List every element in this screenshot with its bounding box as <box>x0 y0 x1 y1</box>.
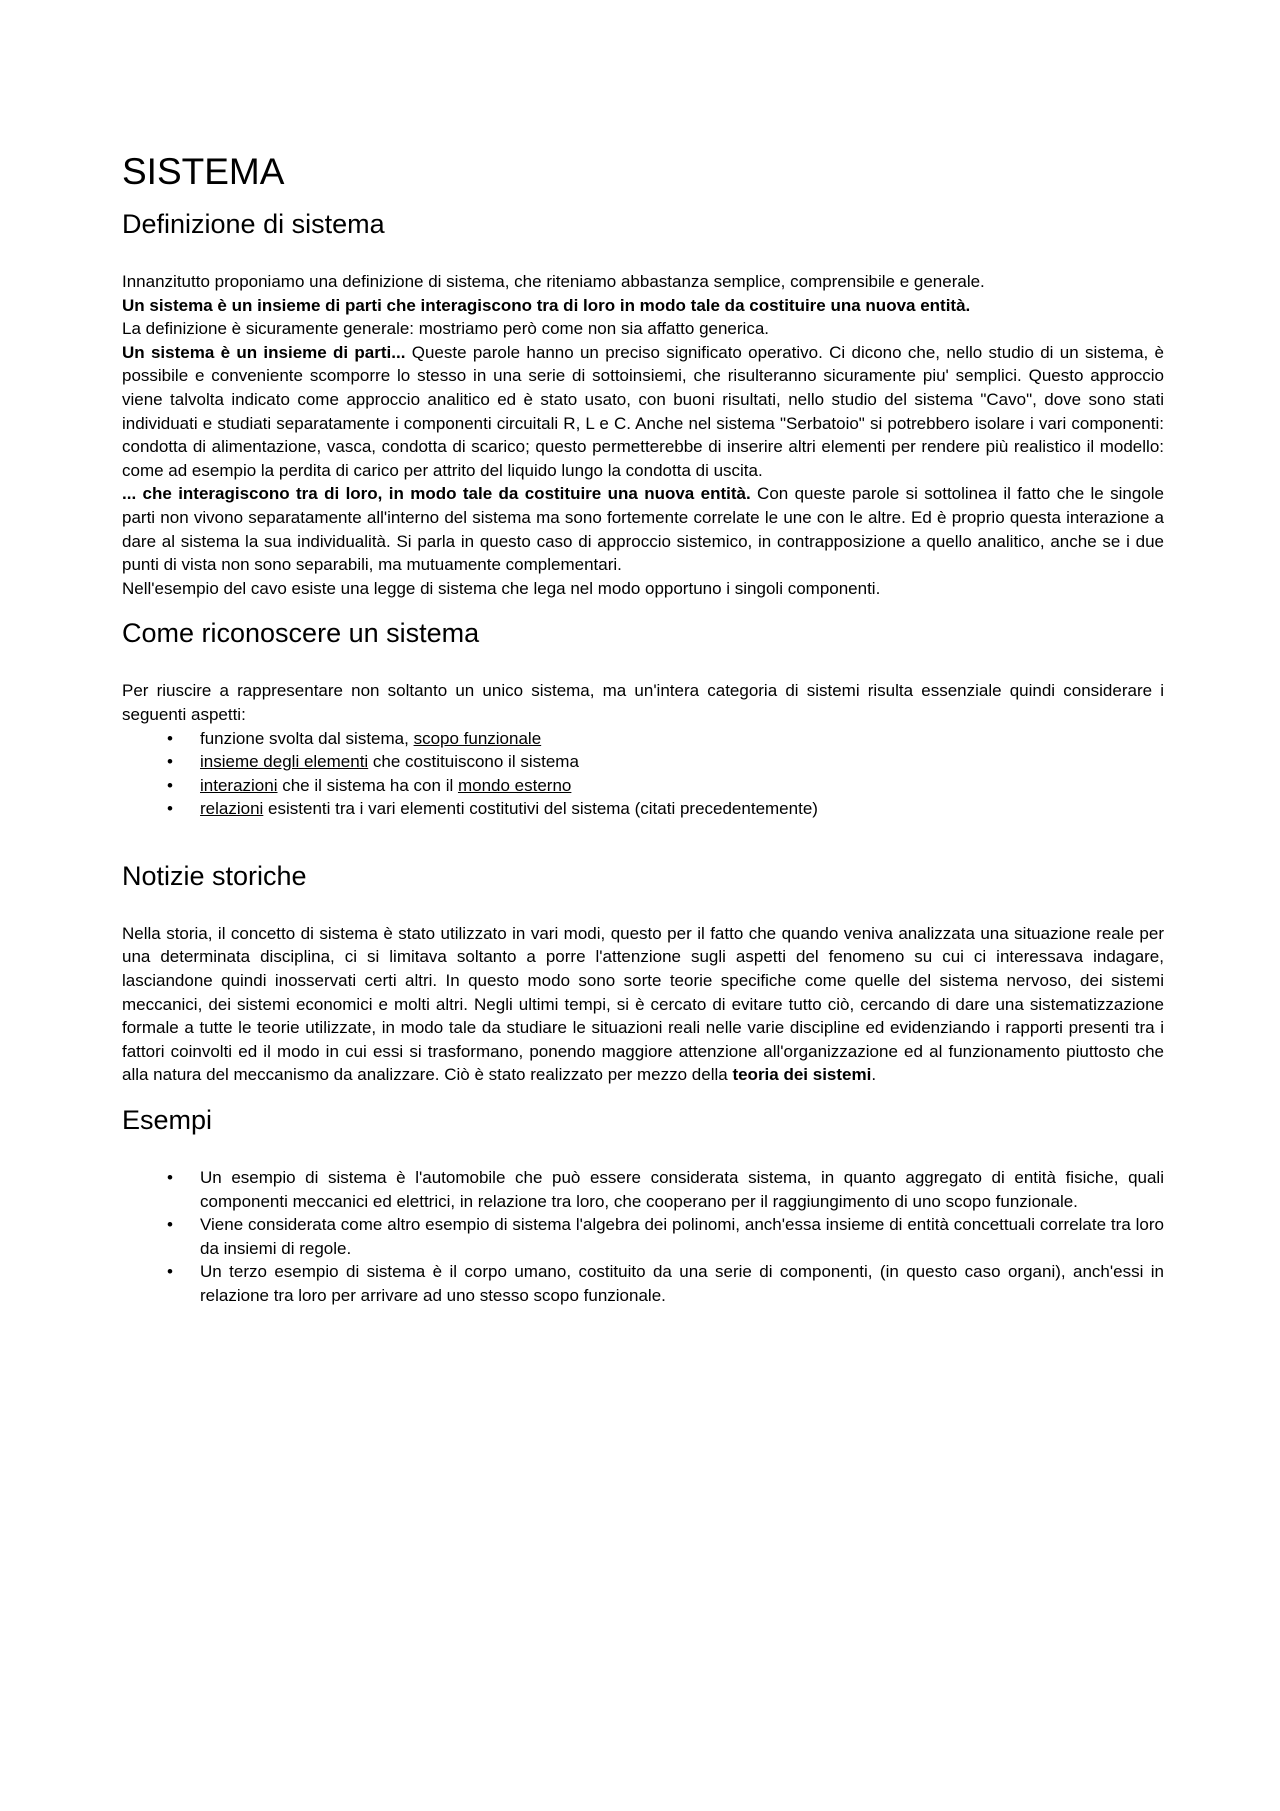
bold-lead: ... che interagiscono tra di loro, in modo tale da costituire una nuova entità. <box>122 484 751 504</box>
bold-lead: Un sistema è un insieme di parti... <box>122 342 406 362</box>
paragraph-text: Con queste parole si sottolinea il fatto che le singole parti non vivono separatamente all'interno del sistema ma sono fortemente correlate le une con le altre. Ed è proprio questa interazione a dare al sistema la sua individualità. Si parla in questo caso di approccio sistemico, in contrapposizione a quello analitico, anche se i due punti di vista non sono separabili, ma mutuamente complementari. <box>122 484 1164 575</box>
bullet-icon: • <box>167 799 173 819</box>
section-heading-notizie: Notizie storiche <box>122 860 307 891</box>
bullet-icon: • <box>167 775 173 795</box>
list-item: • relazioni esistenti tra i vari elementi costitutivi del sistema (citati precedentemente) <box>122 797 1164 821</box>
list-item: • insieme degli elementi che costituiscono il sistema <box>122 750 1164 774</box>
examples-list <box>122 1166 1164 1308</box>
underlined-term: relazioni <box>200 799 264 819</box>
paragraph: Innanzitutto proponiamo una definizione di sistema, che riteniamo abbastanza semplice, comprensibile e generale. <box>122 272 985 291</box>
paragraph: Per riuscire a rappresentare non soltanto un unico sistema, ma un'intera categoria di sistemi risulta essenziale quindi considerare i seguenti aspetti: <box>122 681 1164 724</box>
bullet-icon: • <box>167 752 173 772</box>
underlined-term: interazioni <box>200 775 278 795</box>
list-item: • funzione svolta dal sistema, scopo funzionale <box>122 727 1164 751</box>
bullet-icon: • <box>167 1168 173 1188</box>
section-heading-esempi: Esempi <box>122 1105 213 1136</box>
section-riconoscere-body <box>122 679 1164 821</box>
aspects-list <box>122 727 1164 821</box>
paragraph: Nell'esempio del cavo esiste una legge di sistema che lega nel modo opportuno i singoli componenti. <box>122 578 881 598</box>
list-item: • interazioni che il sistema ha con il mondo esterno <box>122 774 1164 798</box>
paragraph <box>122 341 1164 483</box>
bold-term: teoria dei sistemi <box>732 1065 872 1085</box>
list-item: • Viene considerata come altro esempio di sistema l'algebra dei polinomi, anch'essa insieme di entità concettuali correlate tra loro da insiemi di regole. <box>122 1213 1164 1260</box>
page-title: SISTEMA <box>122 151 285 192</box>
paragraph-text: Queste parole hanno un preciso significato operativo. Ci dicono che, nello studio di un sistema, è possibile e conveniente scomporre lo stesso in una serie di sottoinsiemi, che risulteranno sicuramente piu' semplici. Questo approccio viene talvolta indicato come approccio analitico ed è stato usato, con buoni risultati, nello studio del sistema "Cavo", dove sono stati individuati e studiati separatamente i componenti circuitali R, L e C. Anche nel sistema "Serbatoio" si potrebbero isolare i vari componenti: condotta di alimentazione, vasca, condotta di scarico; questo permetterebbe di inserire altri elementi per rendere più realistico il modello: come ad esempio la perdita di carico per attrito del liquido lungo la condotta di uscita. <box>122 342 1165 480</box>
definition-statement: Un sistema è un insieme di parti che interagiscono tra di loro in modo tale da costituire una nuova entità. <box>122 295 971 315</box>
section-notizie-body <box>122 922 1164 1087</box>
list-item: • Un esempio di sistema è l'automobile che può essere considerata sistema, in quanto aggregato di entità fisiche, quali componenti meccanici ed elettrici, in relazione tra loro, che cooperano per il raggiungimento di uno scopo funzionale. <box>122 1166 1164 1213</box>
section-heading-riconoscere: Come riconoscere un sistema <box>122 618 480 649</box>
underlined-term: mondo esterno <box>457 775 572 795</box>
section-definizione-body <box>122 270 1164 600</box>
paragraph <box>122 482 1164 576</box>
bullet-icon: • <box>167 1215 173 1235</box>
document-body <box>122 150 1164 1308</box>
section-heading-definizione: Definizione di sistema <box>122 209 385 239</box>
list-item: • Un terzo esempio di sistema è il corpo umano, costituito da una serie di componenti, (in questo caso organi), anch'essi in relazione tra loro per arrivare ad uno stesso scopo funzionale. <box>122 1260 1164 1307</box>
underlined-term: insieme degli elementi <box>200 752 369 772</box>
underlined-term: scopo funzionale <box>413 728 542 748</box>
bullet-icon: • <box>167 1262 173 1282</box>
bullet-icon: • <box>167 728 173 748</box>
paragraph: La definizione è sicuramente generale: mostriamo però come non sia affatto generica. <box>122 319 770 339</box>
section-esempi-body <box>122 1166 1164 1308</box>
paragraph: Nella storia, il concetto di sistema è stato utilizzato in vari modi, questo per il fatto che quando veniva analizzata una situazione reale per una determinata disciplina, ci si limitava soltanto a porre l'attenzione sugli aspetti del fenomeno su cui ci interessava indagare, lasciandone quindi inosservati certi altri. In questo modo sono sorte teorie specifiche come quelle del sistema nervoso, dei sistemi meccanici, dei sistemi economici e molti altri. Negli ultimi tempi, si è cercato di evitare tutto ciò, cercando di dare una sistematizzazione formale a tutte le teorie utilizzate, in modo tale da studiare le situazioni reali nelle varie discipline ed evidenziando i rapporti presenti tra i fattori coinvolti ed il modo in cui essi si trasformano, ponendo maggiore attenzione all'organizzazione ed al funzionamento piuttosto che alla natura del meccanismo da analizzare. Ciò è stato realizzato per mezzo della teoria dei sistemi. <box>122 923 1164 1085</box>
